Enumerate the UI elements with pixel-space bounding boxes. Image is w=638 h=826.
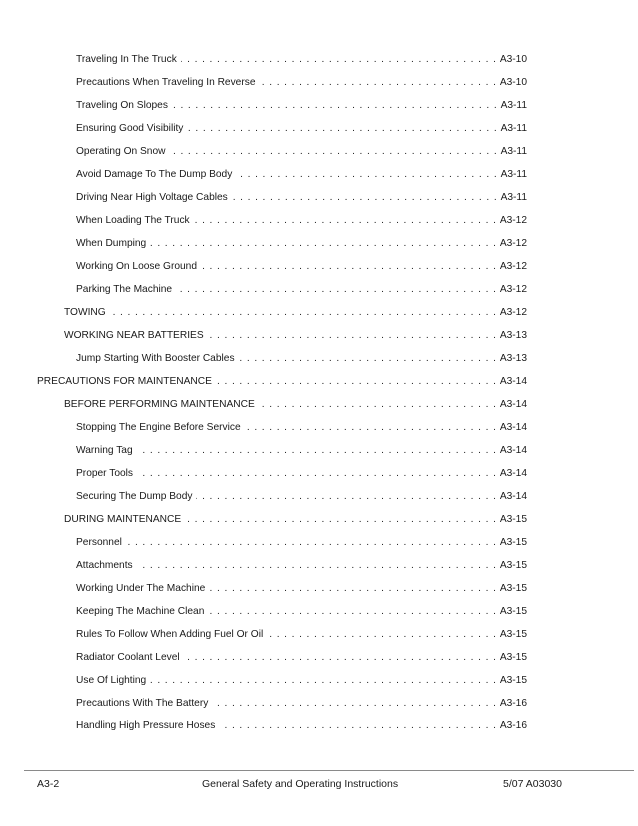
toc-entry-page: A3-16	[499, 698, 527, 709]
toc-dot-leader	[137, 444, 497, 458]
footer-date-code: 5/07 A03030	[503, 778, 562, 790]
toc-entry	[76, 421, 527, 435]
toc-dot-leader	[126, 536, 497, 550]
toc-entry	[76, 697, 527, 711]
toc-entry-title: Rules To Follow When Adding Fuel Or Oil	[76, 629, 264, 640]
toc-entry	[76, 260, 527, 274]
toc-entry-title: WORKING NEAR BATTERIES	[64, 330, 204, 341]
toc-entry-title: Avoid Damage To The Dump Body	[76, 169, 233, 180]
toc-entry-title: Attachments	[76, 560, 133, 571]
toc-entry-title: Radiator Coolant Level	[76, 652, 180, 663]
toc-dot-leader	[260, 76, 497, 90]
toc-dot-leader	[176, 283, 497, 297]
toc-entry-title: Stopping The Engine Before Service	[76, 422, 241, 433]
toc-entry	[76, 536, 527, 550]
toc-dot-leader	[232, 191, 498, 205]
toc-entry	[76, 582, 527, 596]
toc-entry-page: A3-15	[499, 560, 527, 571]
toc-entry	[64, 513, 527, 527]
toc-dot-leader	[169, 145, 497, 159]
toc-entry-title: Operating On Snow	[76, 146, 166, 157]
toc-entry-title: Working Under The Machine	[76, 583, 206, 594]
toc-entry-page: A3-15	[499, 606, 527, 617]
toc-entry-page: A3-16	[499, 720, 527, 731]
toc-entry-title: Traveling In The Truck	[76, 54, 177, 65]
toc-entry-title: When Loading The Truck	[76, 215, 190, 226]
toc-entry-title: Proper Tools	[76, 468, 134, 479]
toc-entry	[76, 559, 527, 573]
toc-entry	[76, 352, 527, 366]
toc-entry-page: A3-12	[499, 307, 527, 318]
toc-entry	[64, 306, 527, 320]
toc-dot-leader	[137, 467, 497, 481]
toc-entry-title: Securing The Dump Body	[76, 491, 193, 502]
toc-entry-page: A3-11	[500, 123, 527, 134]
toc-dot-leader	[137, 559, 497, 573]
toc-entry	[76, 145, 527, 159]
toc-entry-page: A3-15	[499, 629, 527, 640]
footer-divider	[24, 770, 634, 771]
toc-dot-leader	[181, 53, 497, 67]
toc-dot-leader	[245, 421, 497, 435]
toc-entry-page: A3-14	[499, 399, 527, 410]
toc-entry	[76, 99, 527, 113]
toc-entry	[64, 329, 527, 343]
toc-entry-page: A3-12	[499, 284, 527, 295]
toc-entry-title: Working On Loose Ground	[76, 261, 197, 272]
toc-entry	[76, 467, 527, 481]
toc-entry	[76, 628, 527, 642]
toc-entry-title: Precautions When Traveling In Reverse	[76, 77, 256, 88]
toc-entry-page: A3-14	[499, 468, 527, 479]
toc-entry-page: A3-12	[499, 261, 527, 272]
toc-dot-leader	[184, 651, 497, 665]
toc-entry	[76, 651, 527, 665]
toc-entry-page: A3-10	[499, 77, 527, 88]
toc-entry-page: A3-14	[499, 422, 527, 433]
toc-entry-title: DURING MAINTENANCE	[64, 514, 182, 525]
toc-dot-leader	[259, 398, 497, 412]
toc-dot-leader	[194, 214, 497, 228]
toc-entry-title: Traveling On Slopes	[76, 100, 168, 111]
toc-dot-leader	[150, 237, 497, 251]
toc-dot-leader	[239, 352, 497, 366]
toc-dot-leader	[196, 490, 496, 504]
toc-entry	[76, 719, 527, 733]
toc-entry-title: Use Of Lighting	[76, 675, 147, 686]
toc-dot-leader	[236, 168, 497, 182]
toc-entry	[76, 605, 527, 619]
toc-dot-leader	[150, 674, 497, 688]
toc-entry-title: Precautions With The Battery	[76, 698, 209, 709]
toc-entry-title: Keeping The Machine Clean	[76, 606, 205, 617]
toc-entry-page: A3-11	[500, 192, 527, 203]
toc-entry-page: A3-15	[499, 537, 527, 548]
toc-entry	[76, 53, 527, 67]
toc-entry	[76, 122, 527, 136]
toc-entry-title: BEFORE PERFORMING MAINTENANCE	[64, 399, 255, 410]
toc-dot-leader	[267, 628, 497, 642]
toc-entry	[76, 444, 527, 458]
toc-entry	[76, 283, 527, 297]
toc-entry	[37, 375, 527, 389]
toc-entry	[76, 168, 527, 182]
toc-entry	[76, 76, 527, 90]
toc-entry-title: Jump Starting With Booster Cables	[76, 353, 235, 364]
toc-dot-leader	[216, 375, 497, 389]
toc-dot-leader	[187, 122, 497, 136]
toc-dot-leader	[185, 513, 497, 527]
toc-entry-page: A3-14	[499, 491, 527, 502]
toc-dot-leader	[209, 582, 497, 596]
toc-entry	[76, 191, 527, 205]
toc-entry-page: A3-11	[500, 146, 527, 157]
toc-dot-leader	[208, 329, 497, 343]
toc-entry-page: A3-15	[499, 583, 527, 594]
toc-entry-title: Personnel	[76, 537, 122, 548]
toc-entry-page: A3-11	[500, 100, 527, 111]
toc-entry	[64, 398, 527, 412]
toc-dot-leader	[208, 605, 496, 619]
toc-entry	[76, 674, 527, 688]
toc-entry-title: TOWING	[64, 307, 106, 318]
toc-dot-leader	[219, 719, 497, 733]
toc-dot-leader	[201, 260, 497, 274]
toc-entry	[76, 237, 527, 251]
toc-entry-title: Ensuring Good Visibility	[76, 123, 184, 134]
toc-entry-page: A3-14	[499, 376, 527, 387]
toc-entry-title: When Dumping	[76, 238, 147, 249]
toc-entry-title: Driving Near High Voltage Cables	[76, 192, 228, 203]
toc-entry-page: A3-14	[499, 445, 527, 456]
toc-entry-page: A3-15	[499, 652, 527, 663]
toc-dot-leader	[212, 697, 497, 711]
toc-entry-title: Warning Tag	[76, 445, 133, 456]
footer-section-title: General Safety and Operating Instructions	[202, 778, 399, 790]
footer-page-number: A3-2	[37, 778, 60, 790]
toc-entry-title: Handling High Pressure Hoses	[76, 720, 216, 731]
toc-entry-page: A3-11	[500, 169, 527, 180]
toc-entry	[76, 214, 527, 228]
toc-entry-page: A3-10	[499, 54, 527, 65]
toc-dot-leader	[110, 306, 497, 320]
toc-entry-page: A3-12	[499, 238, 527, 249]
toc-entry-title: PRECAUTIONS FOR MAINTENANCE	[37, 376, 212, 387]
toc-entry-page: A3-13	[499, 353, 527, 364]
toc-entry-page: A3-15	[499, 675, 527, 686]
toc-entry-page: A3-13	[499, 330, 527, 341]
toc-entry	[76, 490, 527, 504]
toc-entry-page: A3-12	[499, 215, 527, 226]
toc-entry-page: A3-15	[499, 514, 527, 525]
toc-dot-leader	[172, 99, 498, 113]
toc-entry-title: Parking The Machine	[76, 284, 173, 295]
